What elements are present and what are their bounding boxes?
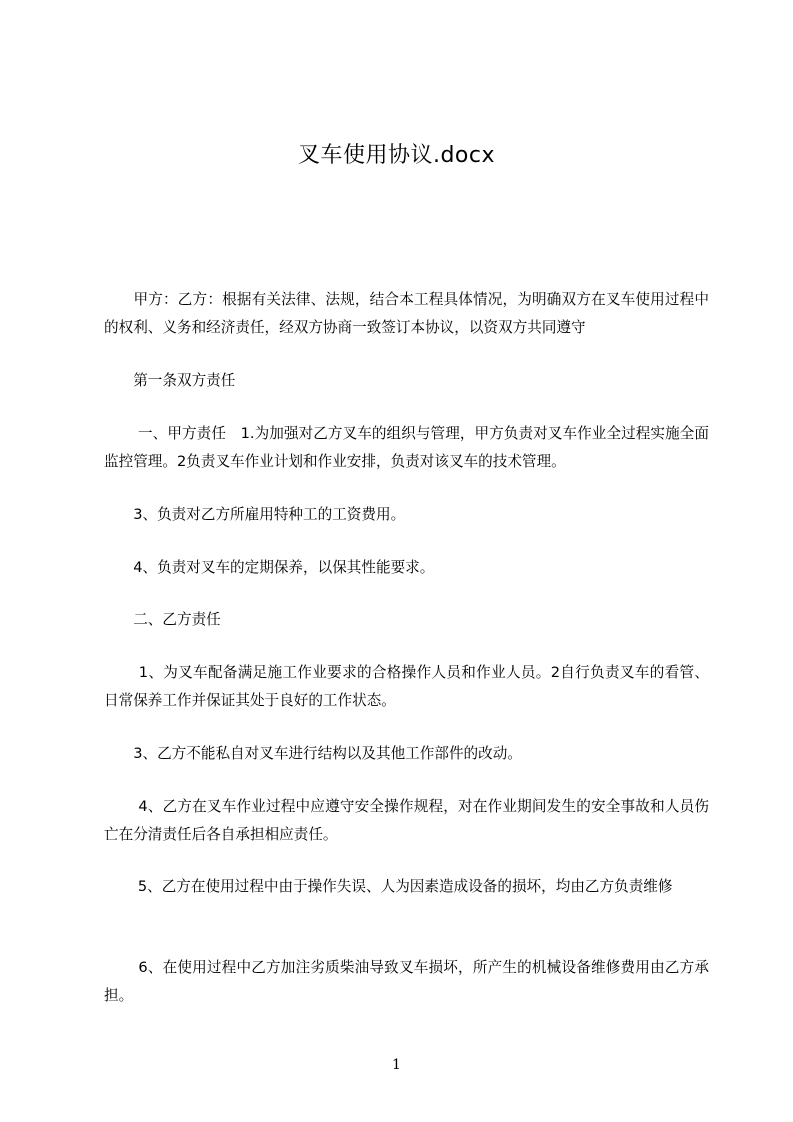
- party-b-item-5: 5、乙方在使用过程中由于操作失误、人为因素造成设备的损坏，均由乙方负责维修: [104, 878, 673, 895]
- article-heading: 第一条双方责任: [104, 372, 236, 389]
- party-a-responsibility-paragraph: 一、甲方责任 1.为加强对乙方叉车的组织与管理，甲方负责对叉车作业全过程实施全面监控管理。2负责叉车作业计划和作业安排，负责对该叉车的技术管理。: [104, 425, 709, 470]
- party-b-heading: 二、乙方责任: [104, 611, 221, 628]
- party-a-item-4: 4、负责对叉车的定期保养，以保其性能要求。: [104, 559, 435, 576]
- party-b-item-6: 6、在使用过程中乙方加注劣质柴油导致叉车损坏，所产生的机械设备维修费用由乙方承担。: [104, 959, 709, 1004]
- party-a-item-3: 3、负责对乙方所雇用特种工的工资费用。: [104, 506, 406, 523]
- document-title: 叉车使用协议.docx: [297, 143, 496, 168]
- party-b-item-1-2: 1、为叉车配备满足施工作业要求的合格操作人员和作业人员。2自行负责叉车的看管、日常保养工作并保证其处于良好的工作状态。: [104, 664, 709, 709]
- page-number: 1: [392, 1057, 401, 1073]
- party-b-item-4: 4、乙方在叉车作业过程中应遵守安全操作规程，对在作业期间发生的安全事故和人员伤亡在分清责任后各自承担相应责任。: [104, 798, 709, 843]
- party-b-item-3: 3、乙方不能私自对叉车进行结构以及其他工作部件的改动。: [104, 745, 522, 762]
- preamble-paragraph: 甲方：乙方：根据有关法律、法规，结合本工程具体情况，为明确双方在叉车使用过程中的权利、义务和经济责任，经双方协商一致签订本协议，以资双方共同遵守: [104, 291, 709, 336]
